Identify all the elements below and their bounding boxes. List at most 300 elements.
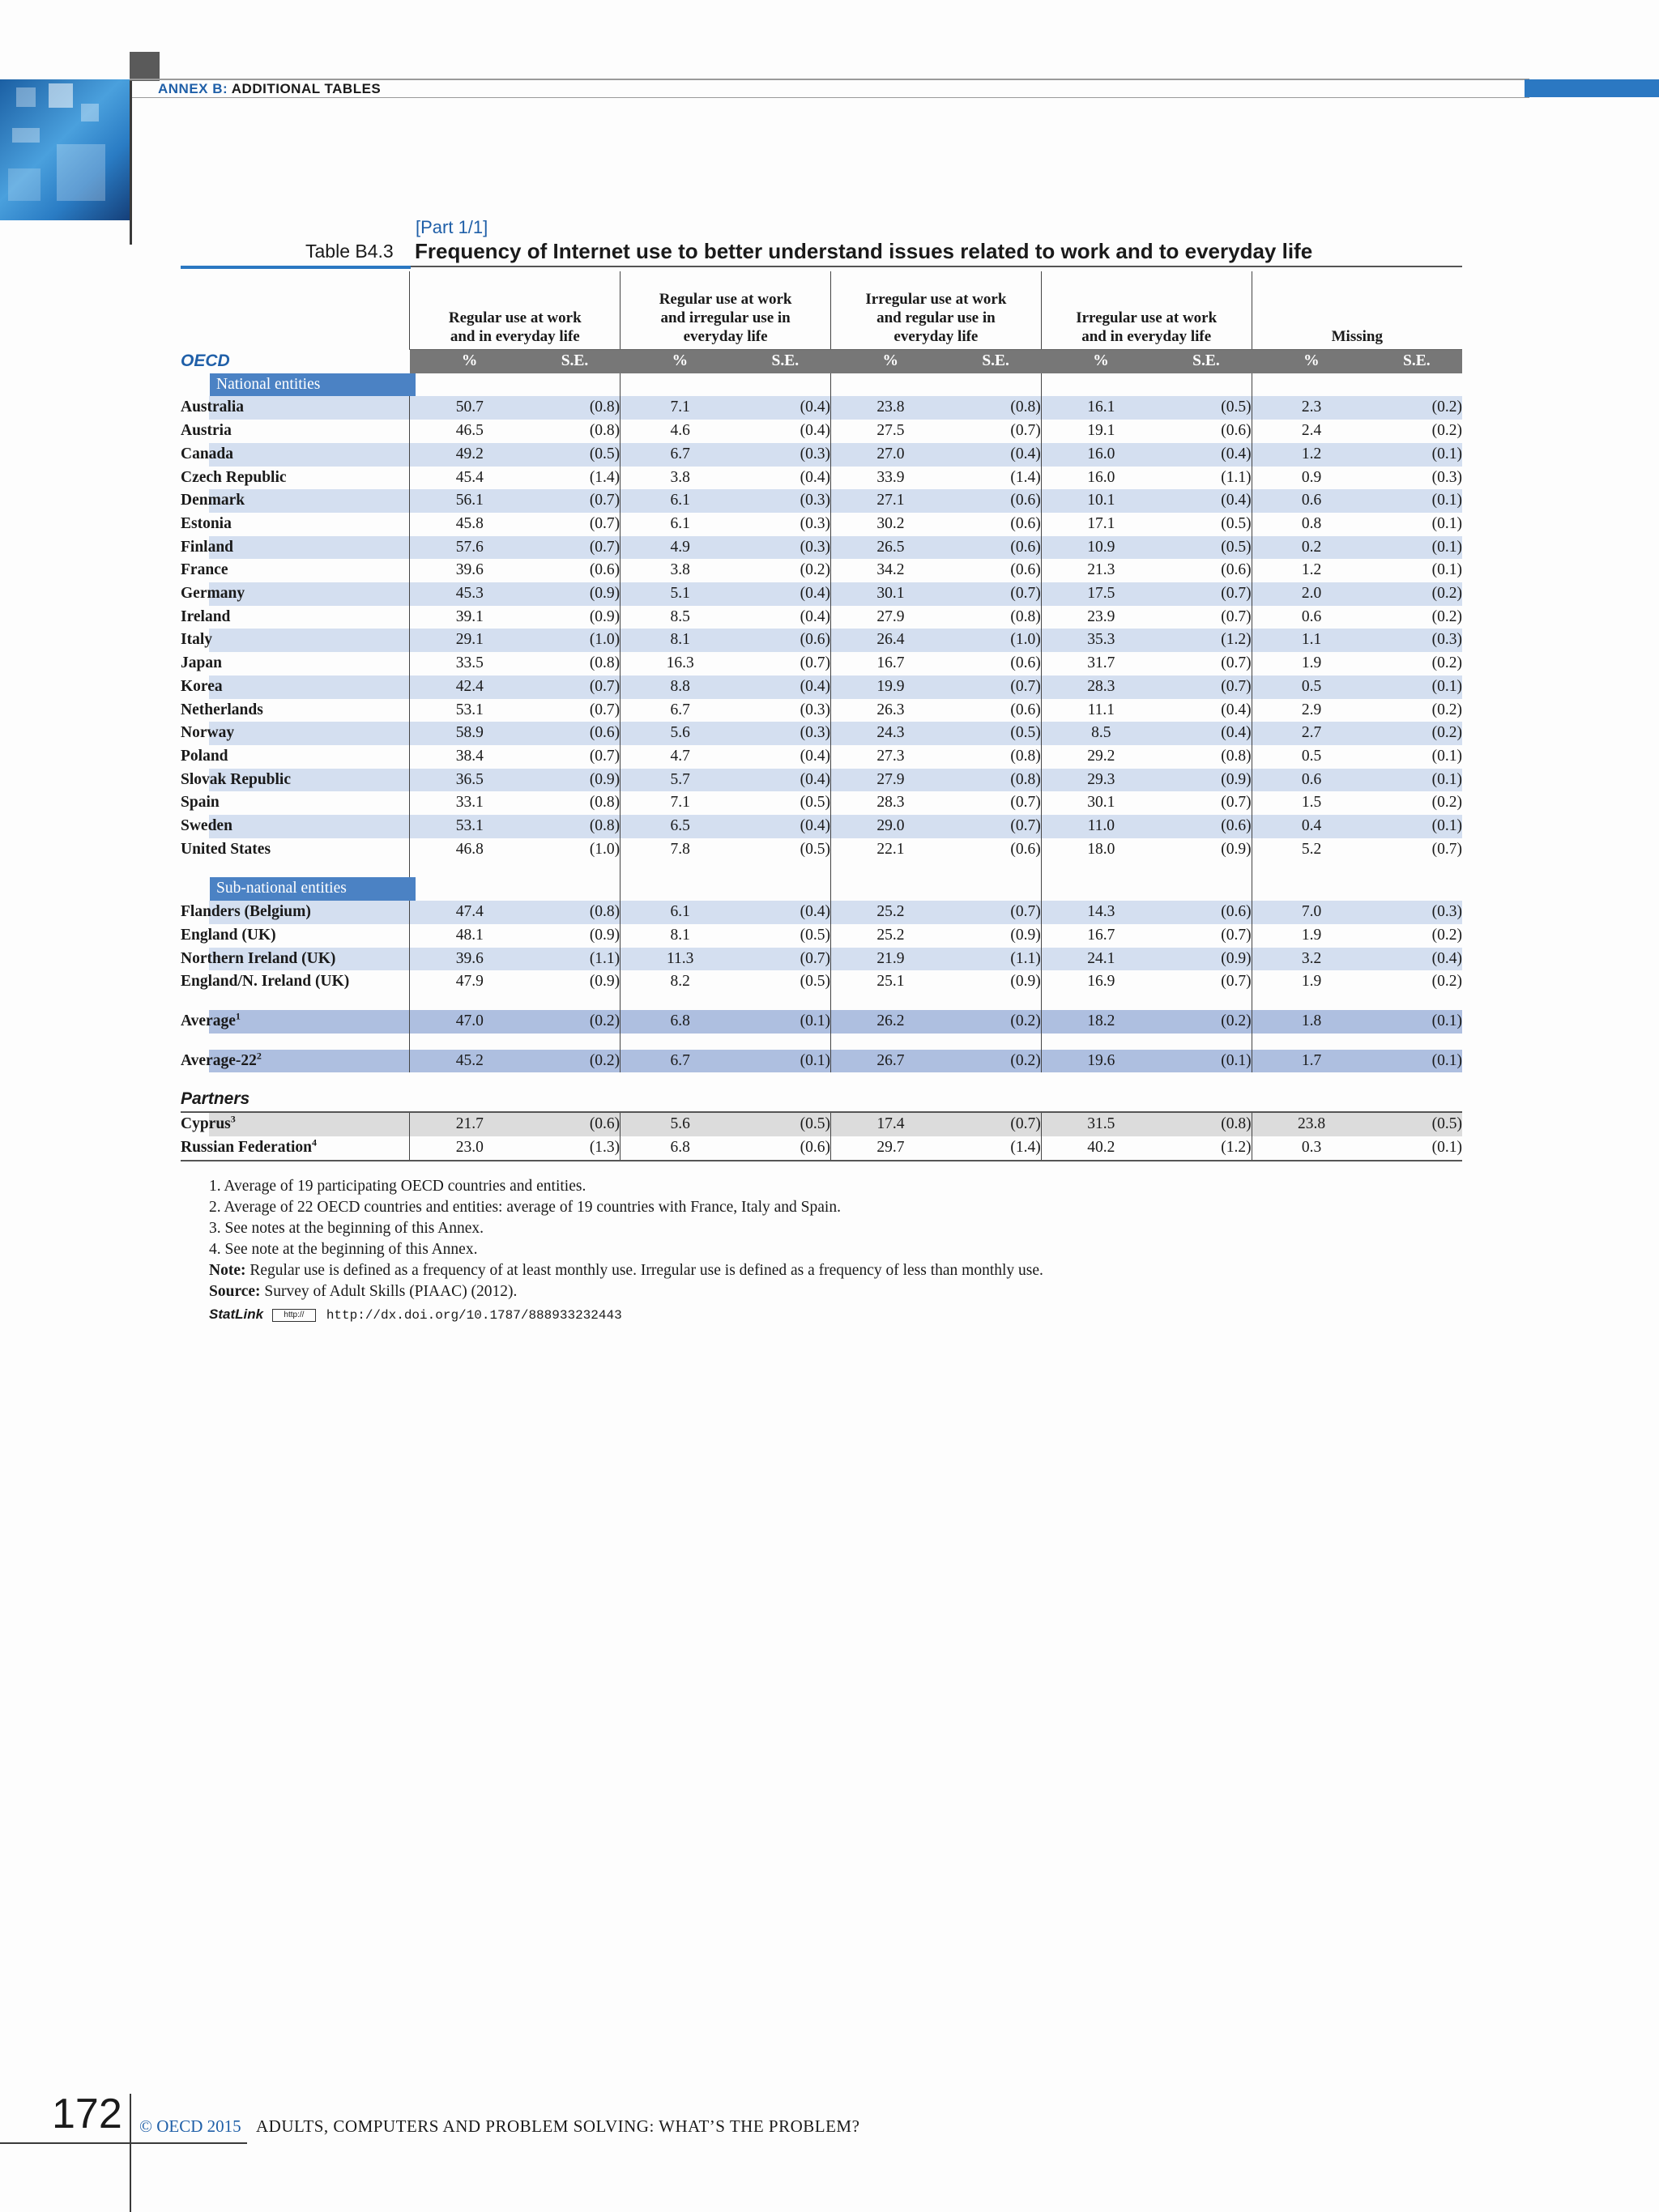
row-label-text: Russian Federation (181, 1138, 312, 1156)
column-header-1: Regular use at work and in everyday life (410, 271, 621, 350)
pct-cell: 39.6 (410, 559, 529, 582)
se-cell: (0.8) (529, 396, 620, 420)
se-cell: (0.1) (740, 1050, 830, 1073)
se-cell: (0.7) (1010, 422, 1041, 440)
table-row (181, 722, 1462, 745)
se-cell: (0.4) (740, 901, 830, 924)
pct-cell: 6.8 (621, 1010, 740, 1034)
se-cell: (0.1) (1371, 536, 1462, 560)
se-cell: (0.2) (1431, 701, 1462, 718)
footnote-2: 2. Average of 22 OECD countries and entities: average of 19 countries with France, Italy and Spain. (209, 1199, 841, 1216)
pct-cell: 8.1 (621, 629, 740, 652)
pct-cell: 23.0 (410, 1136, 529, 1161)
running-header (158, 81, 381, 97)
pct-cell: 24.1 (1041, 948, 1160, 971)
pct-cell: 17.5 (1041, 582, 1160, 606)
pct-cell: 2.3 (1252, 396, 1371, 420)
header-decorative-image (0, 79, 130, 220)
row-label-text: Norway (181, 724, 235, 742)
pct-cell: 4.6 (621, 420, 740, 443)
se-cell: (1.2) (1161, 1136, 1252, 1161)
pct-cell: 31.7 (1041, 652, 1160, 676)
se-cell: (0.5) (1161, 536, 1252, 560)
column-header-2: Regular use at work and irregular use in everyday life (621, 271, 831, 350)
column-header-3: Irregular use at work and regular use in everyday life (831, 271, 1042, 350)
pct-cell: 25.2 (831, 924, 950, 948)
data-table (181, 271, 1462, 1161)
pct-cell: 0.2 (1252, 536, 1371, 560)
row-label-text: Germany (181, 585, 245, 603)
pct-cell: 30.1 (831, 582, 950, 606)
pct-cell: 26.7 (831, 1050, 950, 1073)
pct-cell: 56.1 (410, 489, 529, 513)
partner-row (181, 1112, 1462, 1136)
pct-cell: 53.1 (410, 815, 529, 838)
pct-cell: 1.5 (1252, 791, 1371, 815)
row-label (181, 559, 410, 582)
se-cell: (0.8) (589, 654, 621, 672)
pct-cell: 23.9 (1041, 606, 1160, 629)
row-label (181, 606, 410, 629)
average-row (181, 1050, 1462, 1073)
se-cell: (1.1) (1221, 468, 1252, 486)
se-cell: (0.6) (1161, 815, 1252, 838)
se-cell: (0.7) (1221, 973, 1252, 991)
pct-cell: 58.9 (410, 722, 529, 745)
table-row (181, 559, 1462, 582)
se-cell: (0.2) (1431, 654, 1462, 672)
pct-cell: 16.0 (1041, 443, 1160, 467)
se-cell: (0.6) (740, 1136, 830, 1161)
pct-cell: 16.1 (1041, 396, 1160, 420)
pct-cell: 17.4 (831, 1112, 950, 1136)
pct-header: % (1041, 350, 1160, 373)
se-cell: (0.6) (1010, 654, 1041, 672)
source-label: Source: (209, 1283, 261, 1300)
spacer-row (181, 861, 1462, 877)
se-cell: (0.3) (800, 701, 830, 718)
se-cell: (0.7) (800, 654, 830, 672)
table-row (181, 513, 1462, 536)
row-label-text: England (UK) (181, 926, 276, 944)
row-label (181, 970, 410, 994)
pct-cell: 1.9 (1252, 924, 1371, 948)
pct-cell: 0.5 (1252, 745, 1371, 769)
pct-cell: 7.8 (621, 838, 740, 862)
pct-cell: 16.7 (831, 652, 950, 676)
footnote-marker: 4 (311, 1136, 317, 1149)
se-cell: (0.2) (529, 1010, 620, 1034)
pct-cell: 27.9 (831, 769, 950, 792)
row-label (181, 652, 410, 676)
se-cell: (0.4) (740, 396, 830, 420)
row-label-text: England/N. Ireland (UK) (181, 973, 350, 991)
row-label-text: Australia (181, 399, 244, 416)
se-cell: (0.5) (800, 840, 830, 858)
pct-cell: 1.8 (1252, 1010, 1371, 1034)
pct-cell: 16.3 (621, 652, 740, 676)
row-label-text: Spain (181, 794, 220, 812)
header-rule (130, 79, 1529, 80)
table-row (181, 791, 1462, 815)
se-cell: (0.5) (1371, 1112, 1462, 1136)
pct-cell: 23.8 (1252, 1112, 1371, 1136)
se-cell: (0.3) (740, 489, 830, 513)
table-row (181, 443, 1462, 467)
footer-vertical-rule (130, 2094, 131, 2212)
pct-cell: 34.2 (831, 559, 950, 582)
title-rule-accent (181, 266, 411, 269)
se-cell: (0.7) (529, 536, 620, 560)
pct-cell: 14.3 (1041, 901, 1160, 924)
pct-cell: 23.8 (831, 396, 950, 420)
table-row (181, 924, 1462, 948)
se-cell: (0.9) (589, 926, 621, 944)
table-title: Frequency of Internet use to better understand issues related to work and to everyday life (415, 239, 1313, 263)
pct-cell: 50.7 (410, 396, 529, 420)
pct-cell: 3.2 (1252, 948, 1371, 971)
pct-cell: 5.2 (1252, 838, 1371, 862)
se-cell: (0.2) (1371, 582, 1462, 606)
row-label-text: Netherlands (181, 701, 263, 718)
pct-cell: 38.4 (410, 745, 529, 769)
row-label (181, 676, 410, 699)
se-cell: (0.7) (1221, 607, 1252, 625)
pct-cell: 5.6 (621, 1112, 740, 1136)
row-label-text: Korea (181, 677, 223, 695)
table-row (181, 769, 1462, 792)
row-label (181, 467, 410, 490)
se-cell: (1.1) (950, 948, 1041, 971)
table-row (181, 396, 1462, 420)
section-label-subnational: Sub-national entities (210, 877, 416, 901)
row-label (181, 489, 410, 513)
se-cell: (0.7) (1221, 654, 1252, 672)
se-header: S.E. (950, 350, 1041, 373)
column-header-4: Irregular use at work and in everyday life (1041, 271, 1252, 350)
se-cell: (0.3) (800, 514, 830, 532)
pct-cell: 8.1 (621, 924, 740, 948)
spacer-row (181, 1034, 1462, 1050)
se-cell: (1.0) (950, 629, 1041, 652)
pct-cell: 3.8 (621, 559, 740, 582)
pct-cell: 7.1 (621, 396, 740, 420)
se-cell: (0.2) (1371, 722, 1462, 745)
table-row (181, 489, 1462, 513)
statlink-icon: http:// (272, 1309, 316, 1322)
section-label-national: National entities (210, 373, 416, 397)
note-line (209, 1260, 1043, 1281)
pct-cell: 8.5 (621, 606, 740, 629)
pct-cell: 35.3 (1041, 629, 1160, 652)
pct-cell: 28.3 (831, 791, 950, 815)
se-cell: (0.3) (1371, 629, 1462, 652)
footnote-marker: 3 (230, 1113, 236, 1125)
pct-cell: 26.3 (831, 699, 950, 722)
se-cell: (0.5) (740, 1112, 830, 1136)
pct-cell: 28.3 (1041, 676, 1160, 699)
se-cell: (0.6) (1010, 840, 1041, 858)
pct-cell: 33.1 (410, 791, 529, 815)
se-cell: (0.5) (1161, 396, 1252, 420)
annex-title: ADDITIONAL TABLES (231, 81, 382, 96)
pct-cell: 27.9 (831, 606, 950, 629)
pct-cell: 6.7 (621, 443, 740, 467)
table-row (181, 467, 1462, 490)
pct-cell: 22.1 (831, 838, 950, 862)
se-cell: (0.4) (1371, 948, 1462, 971)
row-label-text: Sweden (181, 817, 232, 835)
pct-cell: 31.5 (1041, 1112, 1160, 1136)
footnote-3: 3. See notes at the beginning of this Annex. (209, 1220, 484, 1237)
pct-cell: 0.6 (1252, 489, 1371, 513)
pct-cell: 47.4 (410, 901, 529, 924)
se-header: S.E. (1161, 350, 1252, 373)
se-cell: (0.7) (589, 747, 621, 765)
pct-cell: 18.0 (1041, 838, 1160, 862)
pct-cell: 45.4 (410, 467, 529, 490)
pct-cell: 42.4 (410, 676, 529, 699)
row-label-text: Denmark (181, 492, 245, 509)
pct-cell: 11.1 (1041, 699, 1160, 722)
se-cell: (0.7) (1161, 676, 1252, 699)
table-row (181, 652, 1462, 676)
pct-cell: 16.7 (1041, 924, 1160, 948)
se-cell: (0.7) (950, 676, 1041, 699)
pct-cell: 6.1 (621, 901, 740, 924)
row-label-text: Flanders (Belgium) (181, 903, 311, 921)
se-cell: (0.9) (1161, 769, 1252, 792)
se-cell: (0.1) (1161, 1050, 1252, 1073)
se-cell: (0.3) (740, 443, 830, 467)
header-rule-bottom (130, 97, 1529, 98)
row-label-text: Estonia (181, 514, 232, 532)
book-title: ADULTS, COMPUTERS AND PROBLEM SOLVING: WHAT’S THE PROBLEM? (256, 2116, 860, 2136)
se-cell: (1.4) (950, 1136, 1041, 1161)
pct-cell: 29.3 (1041, 769, 1160, 792)
se-cell: (0.5) (800, 973, 830, 991)
se-cell: (0.7) (1221, 794, 1252, 812)
pct-cell: 6.7 (621, 1050, 740, 1073)
statlink-line (209, 1304, 1043, 1326)
row-label (181, 948, 410, 971)
se-cell: (0.9) (1010, 926, 1041, 944)
se-cell: (0.8) (950, 769, 1041, 792)
page-number: 172 (52, 2091, 122, 2137)
pct-cell: 8.8 (621, 676, 740, 699)
pct-cell: 6.5 (621, 815, 740, 838)
table-body (181, 373, 1462, 1161)
pct-cell: 1.7 (1252, 1050, 1371, 1073)
se-cell: (0.9) (1010, 973, 1041, 991)
pct-cell: 1.9 (1252, 970, 1371, 994)
se-cell: (0.5) (800, 794, 830, 812)
annex-separator: : (223, 81, 232, 96)
se-cell: (0.5) (950, 722, 1041, 745)
se-cell: (0.6) (529, 1112, 620, 1136)
pct-cell: 19.1 (1041, 420, 1160, 443)
pct-cell: 36.5 (410, 769, 529, 792)
se-cell: (0.2) (800, 561, 830, 579)
source-text: Survey of Adult Skills (PIAAC) (2012). (260, 1283, 518, 1300)
row-label (181, 769, 410, 792)
pct-cell: 49.2 (410, 443, 529, 467)
se-cell: (0.2) (1371, 396, 1462, 420)
table-row (181, 536, 1462, 560)
se-cell: (0.9) (529, 582, 620, 606)
pct-cell: 26.5 (831, 536, 950, 560)
row-label (181, 536, 410, 560)
se-cell: (0.7) (1431, 840, 1462, 858)
se-cell: (0.4) (800, 468, 830, 486)
se-cell: (0.6) (1161, 901, 1252, 924)
se-cell: (0.7) (589, 514, 621, 532)
row-label (181, 1112, 410, 1136)
se-cell: (0.8) (589, 422, 621, 440)
pct-cell: 18.2 (1041, 1010, 1160, 1034)
se-cell: (0.6) (950, 536, 1041, 560)
pct-header: % (621, 350, 740, 373)
row-label (181, 815, 410, 838)
pct-cell: 8.5 (1041, 722, 1160, 745)
se-cell: (0.2) (1431, 973, 1462, 991)
se-cell: (0.6) (589, 561, 621, 579)
pct-cell: 39.1 (410, 606, 529, 629)
pct-cell: 5.1 (621, 582, 740, 606)
pct-header: % (410, 350, 529, 373)
se-cell: (0.9) (589, 973, 621, 991)
pct-cell: 19.6 (1041, 1050, 1160, 1073)
se-cell: (1.0) (529, 629, 620, 652)
pct-cell: 24.3 (831, 722, 950, 745)
pct-cell: 29.0 (831, 815, 950, 838)
row-label (181, 396, 410, 420)
row-label (181, 629, 410, 652)
pct-cell: 27.1 (831, 489, 950, 513)
se-cell: (0.7) (589, 701, 621, 718)
pct-cell: 45.3 (410, 582, 529, 606)
table-row (181, 699, 1462, 722)
se-cell: (0.8) (950, 396, 1041, 420)
footnote-marker: 2 (256, 1050, 262, 1062)
average-row (181, 1010, 1462, 1034)
se-cell: (0.8) (589, 794, 621, 812)
se-cell: (0.1) (1371, 1050, 1462, 1073)
se-cell: (0.2) (529, 1050, 620, 1073)
header-marker (130, 52, 160, 81)
se-cell: (0.6) (1010, 701, 1041, 718)
pct-cell: 8.2 (621, 970, 740, 994)
table-row (181, 901, 1462, 924)
se-cell: (0.4) (950, 443, 1041, 467)
pct-cell: 5.7 (621, 769, 740, 792)
se-cell: (0.7) (740, 948, 830, 971)
pct-cell: 0.8 (1252, 513, 1371, 536)
se-cell: (0.2) (1161, 1010, 1252, 1034)
pct-cell: 6.1 (621, 489, 740, 513)
pct-cell: 45.2 (410, 1050, 529, 1073)
row-label-text: Ireland (181, 607, 231, 625)
se-cell: (0.6) (950, 489, 1041, 513)
pct-cell: 10.1 (1041, 489, 1160, 513)
row-label-text: Average (181, 1012, 236, 1029)
se-cell: (0.1) (1371, 815, 1462, 838)
pct-cell: 4.9 (621, 536, 740, 560)
pct-cell: 6.7 (621, 699, 740, 722)
row-label (181, 838, 410, 862)
pct-cell: 30.2 (831, 513, 950, 536)
pct-cell: 33.5 (410, 652, 529, 676)
table-row (181, 582, 1462, 606)
row-label (181, 1136, 410, 1161)
pct-cell: 29.1 (410, 629, 529, 652)
table-row (181, 838, 1462, 862)
se-cell: (0.4) (800, 422, 830, 440)
pct-cell: 46.5 (410, 420, 529, 443)
table-row (181, 629, 1462, 652)
footnote-1: 1. Average of 19 participating OECD countries and entities. (209, 1178, 586, 1195)
se-cell: (0.2) (1431, 607, 1462, 625)
section-row-subnational (181, 877, 1462, 901)
pct-cell: 47.9 (410, 970, 529, 994)
se-cell: (0.3) (740, 722, 830, 745)
part-indicator: [Part 1/1] (416, 217, 488, 237)
se-header: S.E. (1371, 350, 1462, 373)
pct-cell: 7.0 (1252, 901, 1371, 924)
pct-cell: 33.9 (831, 467, 950, 490)
se-cell: (0.4) (800, 747, 830, 765)
row-header-blank (181, 271, 410, 350)
row-label (181, 443, 410, 467)
row-label-text: France (181, 561, 228, 579)
pct-cell: 17.1 (1041, 513, 1160, 536)
pct-cell: 21.7 (410, 1112, 529, 1136)
pct-cell: 6.8 (621, 1136, 740, 1161)
pct-cell: 25.1 (831, 970, 950, 994)
pct-cell: 19.9 (831, 676, 950, 699)
table-number: Table B4.3 (305, 241, 394, 262)
se-cell: (0.4) (1161, 443, 1252, 467)
se-cell: (0.2) (1431, 926, 1462, 944)
row-label (181, 513, 410, 536)
pct-cell: 57.6 (410, 536, 529, 560)
pct-header: % (831, 350, 950, 373)
se-cell: (1.1) (529, 948, 620, 971)
pct-cell: 25.2 (831, 901, 950, 924)
pct-cell: 0.4 (1252, 815, 1371, 838)
partner-row (181, 1136, 1462, 1161)
note-label: Note: (209, 1262, 246, 1279)
footnote-4: 4. See note at the beginning of this Annex. (209, 1241, 478, 1258)
se-cell: (0.8) (529, 901, 620, 924)
pct-cell: 0.9 (1252, 467, 1371, 490)
row-label (181, 582, 410, 606)
row-label-text: Poland (181, 747, 228, 765)
spacer-row (181, 994, 1462, 1010)
se-cell: (0.6) (740, 629, 830, 652)
se-cell: (0.3) (740, 536, 830, 560)
se-cell: (0.1) (1371, 1010, 1462, 1034)
pct-cell: 40.2 (1041, 1136, 1160, 1161)
row-label (181, 791, 410, 815)
se-cell: (0.8) (1161, 1112, 1252, 1136)
row-label-text: Northern Ireland (UK) (181, 949, 336, 967)
statlink-url[interactable]: http://dx.doi.org/10.1787/888933232443 (326, 1308, 622, 1323)
se-cell: (0.7) (529, 676, 620, 699)
pct-cell: 2.7 (1252, 722, 1371, 745)
section-row-partners (181, 1088, 1462, 1112)
se-cell: (0.7) (1010, 794, 1041, 812)
